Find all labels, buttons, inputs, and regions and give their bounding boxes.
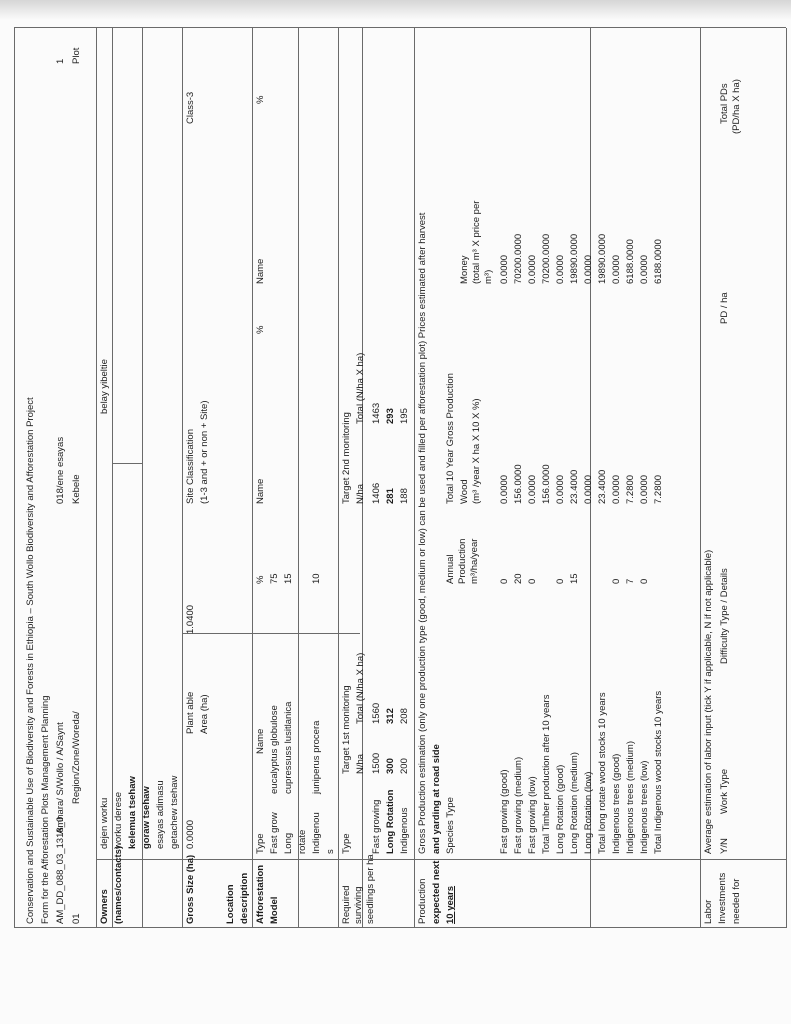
aff-pct-header-3: % <box>255 95 266 104</box>
production-note-2: and yarding at road side <box>431 744 442 854</box>
production-wood: 0.0000 <box>611 474 622 504</box>
production-wood: 0.0000 <box>555 474 566 504</box>
monitoring-2-title: Target 2nd monitoring <box>341 412 352 504</box>
production-money: 0.0000 <box>499 254 510 284</box>
seed-t1: 208 <box>399 708 410 724</box>
production-species: Long Rotation (good) <box>555 764 566 854</box>
difficulty-header: Difficulty Type / Details <box>719 568 730 664</box>
seed-n1: 1500 <box>371 752 382 774</box>
aff-pct-header: % <box>255 575 266 584</box>
aff-type: Long <box>283 832 294 854</box>
production-species: Fast growing (medium) <box>513 756 524 854</box>
number-value: 1 <box>55 58 66 64</box>
production-species: Indigenous trees (medium) <box>625 741 636 854</box>
production-money: 0.0000 <box>583 254 594 284</box>
afforestation-label-2: Model <box>269 896 280 924</box>
seed-t1: 312 <box>385 708 396 724</box>
labor-label: Labor <box>703 899 714 924</box>
total-header-2: Total (N/ha X ha) <box>355 352 366 424</box>
seed-t2: 293 <box>385 408 396 424</box>
header-subtitle: Form for the Afforestation Plots Management Planning <box>40 695 51 924</box>
plantable-label: Plant able <box>185 691 196 734</box>
labor-note: Average estimation of labor input (tick Y if applicable, N if not applicable) <box>703 549 714 854</box>
plot-label: Plot <box>71 47 82 64</box>
site-class-label: Site Classification <box>185 429 196 504</box>
seed-type: Fast growing <box>371 799 382 854</box>
aff-pct: 10 <box>311 573 322 584</box>
money-header-2: (total m³ X price per <box>471 200 482 284</box>
production-money: 70200.0000 <box>541 233 552 284</box>
production-species: Total long rotate wood stocks 10 years <box>597 692 608 854</box>
seed-n2: 188 <box>399 488 410 504</box>
seed-n1: 200 <box>399 758 410 774</box>
location-label: Location <box>225 884 236 924</box>
production-wood: 156.0000 <box>513 464 524 504</box>
aff-name: juniperus procera <box>311 720 322 794</box>
production-annual: 7 <box>625 578 636 584</box>
header-title: Conservation and Sustainable Use of Biodiversity and Forests in Ethiopia – South Wollo Biodiversity and Afforestation Project <box>25 397 36 924</box>
production-money: 70200.0000 <box>513 233 524 284</box>
nha-header-2: N/ha <box>355 483 366 504</box>
production-wood: 7.2800 <box>653 474 664 504</box>
production-species: Long Rotation (medium) <box>569 752 580 854</box>
production-wood: 23.4000 <box>597 469 608 504</box>
production-wood: 23.4000 <box>569 469 580 504</box>
production-money: 6188.0000 <box>625 239 636 284</box>
seed-type: Long Rotation <box>385 789 396 854</box>
aff-name-header: Name <box>255 728 266 754</box>
production-money: 0.0000 <box>527 254 538 284</box>
owner-name: worku derese <box>113 791 124 849</box>
aff-name-header-3: Name <box>255 258 266 284</box>
production-label-2: expected next <box>431 860 442 924</box>
production-money: 6188.0000 <box>653 239 664 284</box>
class-value: Class-3 <box>185 91 196 124</box>
production-annual: 20 <box>513 573 524 584</box>
page-edge <box>0 0 791 20</box>
owners-label: Owners <box>99 889 110 924</box>
code-01: 01 <box>71 913 82 924</box>
seedlings-label: Required <box>341 885 352 924</box>
monitoring-1-title: Target 1st monitoring <box>341 685 352 774</box>
aff-name: cupressuss lusitlanica <box>283 701 294 794</box>
seedlings-label-2: surviving <box>353 886 364 924</box>
pd-header: PD / ha <box>719 292 730 324</box>
wood-header: Wood <box>459 479 470 504</box>
seed-type: Indigenous <box>399 807 410 854</box>
production-note: Gross Production estimation (only one production type (good, medium or low) can be used and filled per afforestation plot) Prices estimated after harvest <box>417 212 428 854</box>
aff-type: s <box>325 849 336 854</box>
aff-pct: 75 <box>269 573 280 584</box>
seed-t2: 195 <box>399 408 410 424</box>
annual-header-3: m³/ha/year <box>469 538 480 584</box>
seed-t1: 1560 <box>371 702 382 724</box>
region-label: Region/Zone/Woreda/ <box>71 711 82 804</box>
production-wood: 156.0000 <box>541 464 552 504</box>
production-annual: 0 <box>527 578 538 584</box>
plot-code: AM_DD_088_03_1318_0 <box>55 816 66 924</box>
kebele-value: 018/ene esayas <box>55 436 66 504</box>
seedlings-label-3: seedlings per ha <box>365 854 376 924</box>
gross-size-label: Gross Size (ha) <box>185 854 196 924</box>
yn-header: Y/N <box>719 838 730 854</box>
annual-header-2: Production <box>457 538 468 584</box>
aff-type-header: Type <box>255 833 266 854</box>
production-wood: 0.0000 <box>499 474 510 504</box>
region-value: Amhara/ S/Wollo / A/Saynt <box>55 722 66 834</box>
production-wood: 0.0000 <box>583 474 594 504</box>
aff-name: eucalyptus globulose <box>269 705 280 794</box>
total10-header: Total 10 Year Gross Production <box>445 373 456 504</box>
production-annual: 15 <box>569 573 580 584</box>
gross-size-value: 0.0000 <box>185 819 196 849</box>
production-annual: 0 <box>555 578 566 584</box>
production-species: Fast growing (low) <box>527 776 538 854</box>
aff-pct: 15 <box>283 573 294 584</box>
production-annual: 0 <box>611 578 622 584</box>
production-money: 19890.0000 <box>569 233 580 284</box>
production-annual: 0 <box>639 578 650 584</box>
seed-n1: 300 <box>385 758 396 774</box>
seed-n2: 281 <box>385 488 396 504</box>
total-pds-header-2: (PD/ha X ha) <box>731 79 742 134</box>
aff-type: Indigenou <box>311 812 322 854</box>
species-type-header: Species Type <box>445 797 456 854</box>
work-type-header: Work Type <box>719 768 730 814</box>
aff-type: Fast grow <box>269 812 280 854</box>
aff-type: rotate <box>297 829 308 854</box>
owner-name: esayas adimasu <box>155 780 166 849</box>
money-header-3: m³) <box>483 269 494 284</box>
aff-pct-header-2: % <box>255 325 266 334</box>
annual-header: Annual <box>445 554 456 584</box>
site-class-sub: (1-3 and + or non + Site) <box>199 400 210 504</box>
production-species: Indigenous trees (good) <box>611 753 622 854</box>
area-value: 1.0400 <box>185 604 196 634</box>
production-species: Indigenous trees (low) <box>639 760 650 854</box>
production-wood: 0.0000 <box>639 474 650 504</box>
aff-name-header-2: Name <box>255 478 266 504</box>
owners-sublabel: (names/contacts) <box>113 845 124 924</box>
production-species: Total Timber production after 10 years <box>541 694 552 854</box>
kebele-label: Kebele <box>71 474 82 504</box>
production-label-3: 10 years <box>445 885 456 924</box>
production-money: 0.0000 <box>555 254 566 284</box>
production-label: Production <box>417 878 428 924</box>
production-money: 19890.0000 <box>597 233 608 284</box>
location-label-2: description <box>239 872 250 924</box>
owner-name: kelemua tsehaw <box>127 776 138 849</box>
wood-header-2: (m³ /year X ha X 10 X %) <box>471 398 482 504</box>
seed-type-header: Type <box>341 833 352 854</box>
area-label: Area (ha) <box>199 694 210 734</box>
owner-name: getachew tsehaw <box>169 775 180 849</box>
afforestation-label: Afforestation <box>255 864 266 924</box>
production-money: 0.0000 <box>639 254 650 284</box>
owner-name: goraw tsehaw <box>141 786 152 849</box>
owner-name: dejen worku <box>99 797 110 849</box>
production-money: 0.0000 <box>611 254 622 284</box>
labor-label-3: needed for <box>731 878 742 924</box>
production-species: Total Indigenous wood stocks 10 years <box>653 690 664 854</box>
production-species: Fast growing (good) <box>499 769 510 854</box>
production-wood: 0.0000 <box>527 474 538 504</box>
labor-label-2: Investments <box>717 872 728 924</box>
owner-name: belay yibeltie <box>99 359 110 414</box>
seed-t2: 1463 <box>371 402 382 424</box>
total-header-1: Total (N/ha X ha) <box>355 652 366 724</box>
production-wood: 7.2800 <box>625 474 636 504</box>
production-annual: 0 <box>499 578 510 584</box>
money-header: Money <box>459 255 470 284</box>
total-pds-header: Total PDs <box>719 83 730 124</box>
production-species: Long Rotation (low) <box>583 771 594 854</box>
seed-n2: 1406 <box>371 482 382 504</box>
nha-header-1: N/ha <box>355 753 366 774</box>
